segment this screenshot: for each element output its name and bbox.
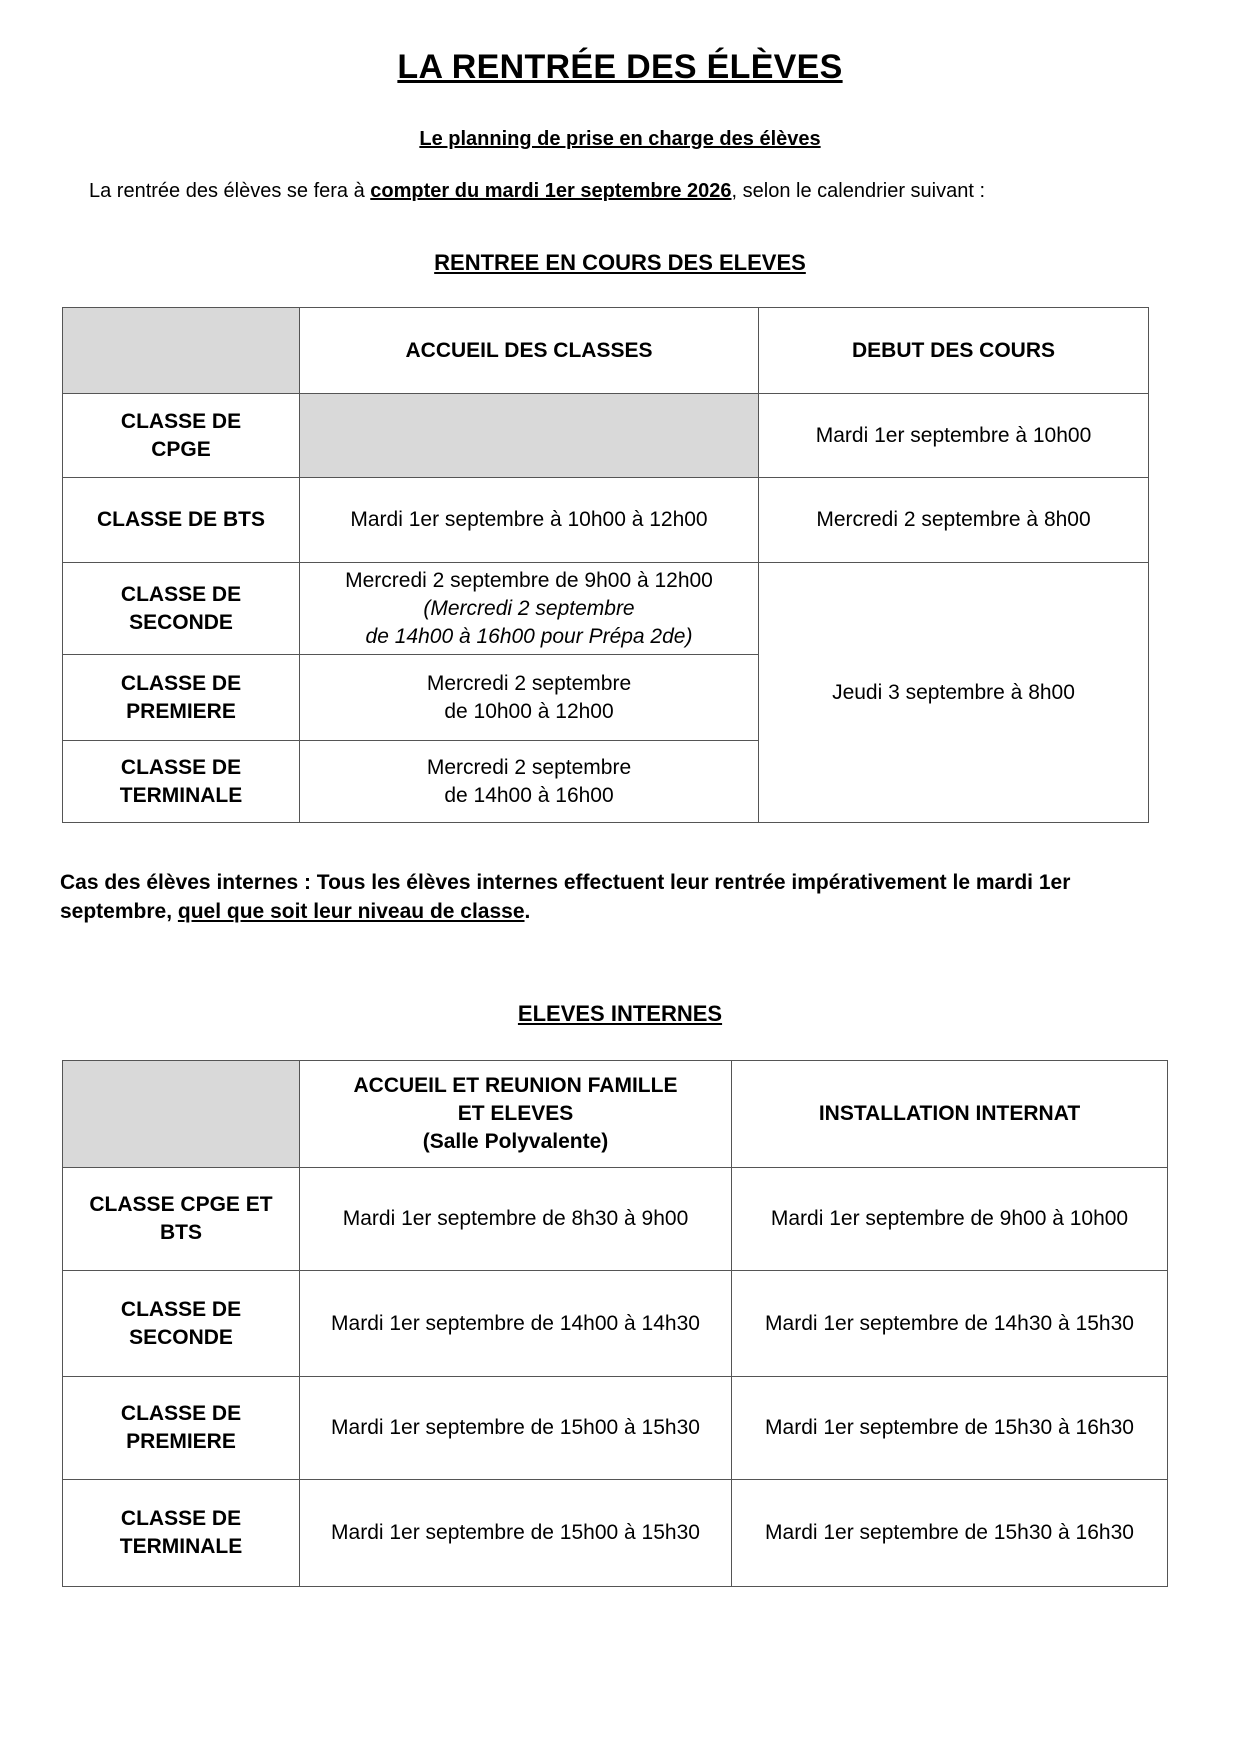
table-header-row (63, 1061, 1168, 1168)
accueil-seconde: Mardi 1er septembre de 14h00 à 14h30 (300, 1271, 732, 1377)
accueil-terminale: Mercredi 2 septembre de 14h00 à 16h00 (300, 741, 759, 823)
row-label-terminale: CLASSE DE TERMINALE (63, 1480, 300, 1587)
intro-text-after: , selon le calendrier suivant : (731, 180, 986, 202)
table-row (63, 563, 1149, 655)
empty-shaded-cell (300, 394, 759, 478)
table-row (63, 1168, 1168, 1271)
row-label-cpge-bts: CLASSE CPGE ET BTS (63, 1168, 300, 1271)
accueil-premiere: Mardi 1er septembre de 15h00 à 15h30 (300, 1377, 732, 1480)
section-heading-rentree: RENTREE EN COURS DES ELEVES (434, 250, 806, 275)
installation-cpge-bts: Mardi 1er septembre de 9h00 à 10h00 (732, 1168, 1168, 1271)
section-heading-internes: ELEVES INTERNES (517, 1001, 723, 1026)
internes-table (62, 1060, 1168, 1587)
page-subtitle: Le planning de prise en charge des élèves (419, 128, 821, 150)
row-label-seconde: CLASSE DE SECONDE (63, 1271, 300, 1377)
table-row (63, 1377, 1168, 1480)
intro-text-before: La rentrée des élèves se fera à (89, 180, 371, 202)
column-header-accueil: ACCUEIL DES CLASSES (300, 308, 759, 394)
installation-terminale: Mardi 1er septembre de 15h30 à 16h30 (732, 1480, 1168, 1587)
row-label-premiere: CLASSE DE PREMIERE (63, 1377, 300, 1480)
row-label-seconde: CLASSE DE SECONDE (63, 563, 300, 655)
intro-paragraph (89, 180, 1189, 203)
table-header-row (63, 308, 1149, 394)
row-label-premiere: CLASSE DE PREMIERE (63, 655, 300, 741)
accueil-premiere: Mercredi 2 septembre de 10h00 à 12h00 (300, 655, 759, 741)
note-underlined: quel que soit leur niveau de classe (177, 900, 525, 923)
note-text: Cas des élèves internes : Tous les élèves internes effectuent leur rentrée impérativement le mardi 1er septembre, (60, 871, 1071, 923)
row-label-cpge: CLASSE DE CPGE (63, 394, 300, 478)
row-label-terminale: CLASSE DE TERMINALE (63, 741, 300, 823)
accueil-bts: Mardi 1er septembre à 10h00 à 12h00 (300, 478, 759, 563)
accueil-cpge-bts: Mardi 1er septembre de 8h30 à 9h00 (300, 1168, 732, 1271)
installation-seconde: Mardi 1er septembre de 14h30 à 15h30 (732, 1271, 1168, 1377)
corner-cell (63, 308, 300, 394)
rentree-table (62, 307, 1149, 823)
column-header-installation: INSTALLATION INTERNAT (732, 1061, 1168, 1168)
table-row (63, 1271, 1168, 1377)
corner-cell (63, 1061, 300, 1168)
intro-emphasis: compter du mardi 1er septembre 2026 (370, 180, 732, 202)
row-label-bts: CLASSE DE BTS (63, 478, 300, 563)
table-row (63, 478, 1149, 563)
table-row (63, 394, 1149, 478)
debut-cpge: Mardi 1er septembre à 10h00 (759, 394, 1149, 478)
installation-premiere: Mardi 1er septembre de 15h30 à 16h30 (732, 1377, 1168, 1480)
debut-seconde-premiere-terminale: Jeudi 3 septembre à 8h00 (759, 563, 1149, 823)
accueil-seconde: Mercredi 2 septembre de 9h00 à 12h00 (Mercredi 2 septembre de 14h00 à 16h00 pour Prépa 2de) (300, 563, 759, 655)
page-title: LA RENTRÉE DES ÉLÈVES (397, 48, 843, 86)
note-end: . (524, 900, 531, 923)
column-header-accueil-reunion: ACCUEIL ET REUNION FAMILLE ET ELEVES (Salle Polyvalente) (300, 1061, 732, 1168)
debut-bts: Mercredi 2 septembre à 8h00 (759, 478, 1149, 563)
internes-note (60, 868, 1180, 926)
column-header-debut: DEBUT DES COURS (759, 308, 1149, 394)
accueil-terminale: Mardi 1er septembre de 15h00 à 15h30 (300, 1480, 732, 1587)
table-row (63, 1480, 1168, 1587)
